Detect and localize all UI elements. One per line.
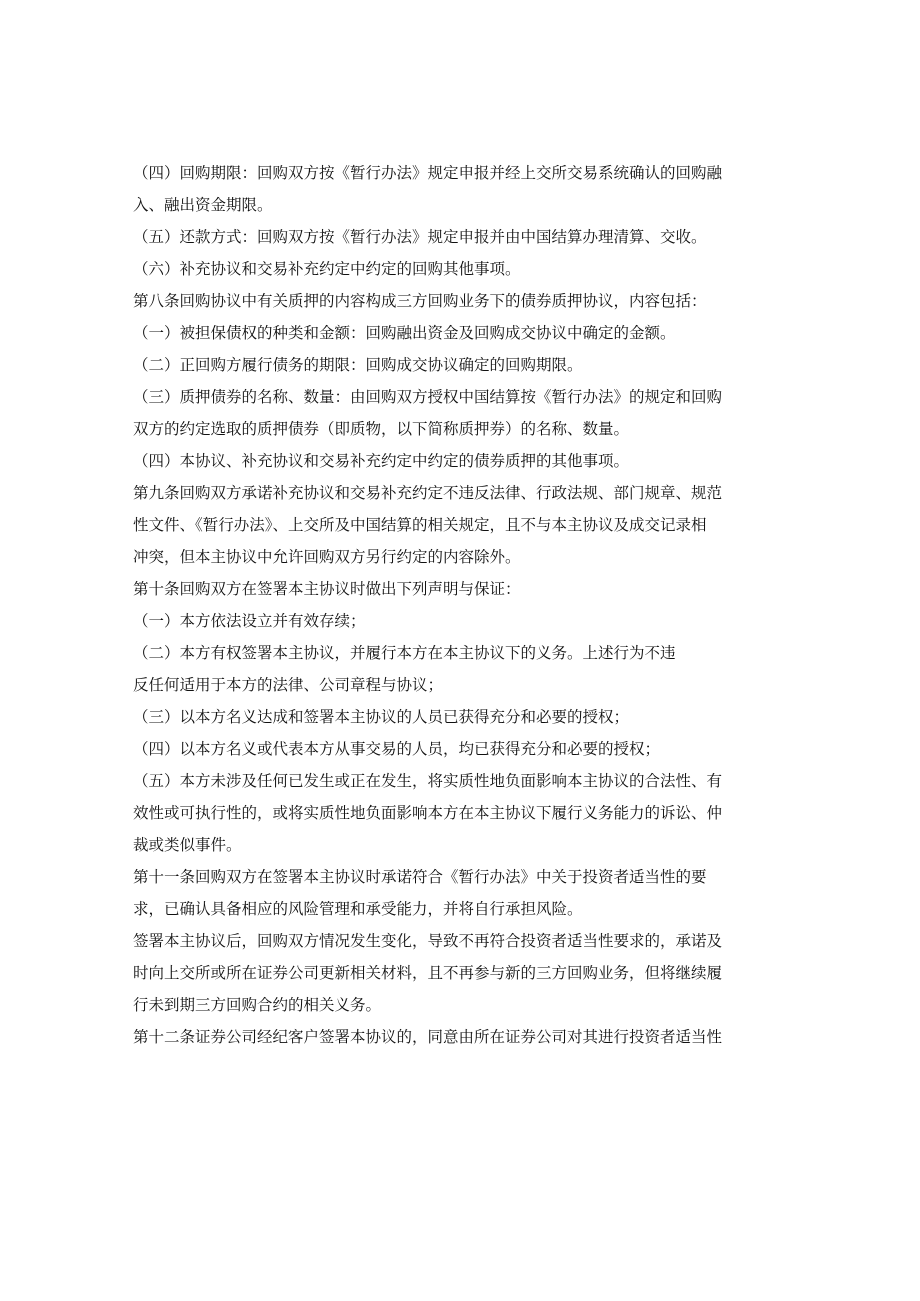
text-line: （三）质押债券的名称、数量：由回购双方授权中国结算按《暂行办法》的规定和回购 [133,388,723,406]
text-line: （二）本方有权签署本主协议，并履行本方在本主协议下的义务。上述行为不违 [133,644,676,662]
text-line: （二）正回购方履行债务的期限：回购成交协议确定的回购期限。 [133,356,583,374]
text-line: （四）以本方名义或代表本方从事交易的人员，均已获得充分和必要的授权； [133,740,661,758]
document-body [133,157,793,1053]
text-line: （一）被担保债权的种类和金额：回购融出资金及回购成交协议中确定的金额。 [133,324,676,342]
text-line: 双方的约定选取的质押债券（即质物，以下简称质押券）的名称、数量。 [133,420,630,438]
text-line: （五）本方未涉及任何已发生或正在发生，将实质性地负面影响本主协议的合法性、有 [133,772,723,790]
text-line: 裁或类似事件。 [133,836,242,854]
text-line: 第九条回购双方承诺补充协议和交易补充约定不违反法律、行政法规、部门规章、规范 [133,484,723,502]
text-line: 冲突，但本主协议中允许回购双方另行约定的内容除外。 [133,548,521,566]
text-line: 第十二条证券公司经纪客户签署本协议的，同意由所在证券公司对其进行投资者适当性 [133,1028,723,1046]
text-line: 效性或可执行性的，或将实质性地负面影响本方在本主协议下履行义务能力的诉讼、仲 [133,804,723,822]
text-line: 时向上交所或所在证券公司更新相关材料，且不再参与新的三方回购业务，但将继续履 [133,964,723,982]
text-line: 求，已确认具备相应的风险管理和承受能力，并将自行承担风险。 [133,900,583,918]
text-line: 入、融出资金期限。 [133,196,273,214]
text-line: 行未到期三方回购合约的相关义务。 [133,996,382,1014]
text-line: 第十一条回购双方在签署本主协议时承诺符合《暂行办法》中关于投资者适当性的要 [133,868,707,886]
text-line: （四）本协议、补充协议和交易补充约定中约定的债券质押的其他事项。 [133,452,630,470]
text-line: （五）还款方式：回购双方按《暂行办法》规定申报并由中国结算办理清算、交收。 [133,228,707,246]
text-line: 性文件、《暂行办法》、上交所及中国结算的相关规定，且不与本主协议及成交记录相 [133,516,707,534]
text-line: （一）本方依法设立并有效存续； [133,612,366,630]
text-line: （六）补充协议和交易补充约定中约定的回购其他事项。 [133,260,521,278]
text-line: 签署本主协议后，回购双方情况发生变化，导致不再符合投资者适当性要求的，承诺及 [133,932,723,950]
text-line: 第八条回购协议中有关质押的内容构成三方回购业务下的债券质押协议，内容包括： [133,292,707,310]
text-line: （四）回购期限：回购双方按《暂行办法》规定申报并经上交所交易系统确认的回购融 [133,164,723,182]
text-line: （三）以本方名义达成和签署本主协议的人员已获得充分和必要的授权； [133,708,630,726]
text-line: 第十条回购双方在签署本主协议时做出下列声明与保证： [133,580,521,598]
text-line: 反任何适用于本方的法律、公司章程与协议； [133,676,444,694]
